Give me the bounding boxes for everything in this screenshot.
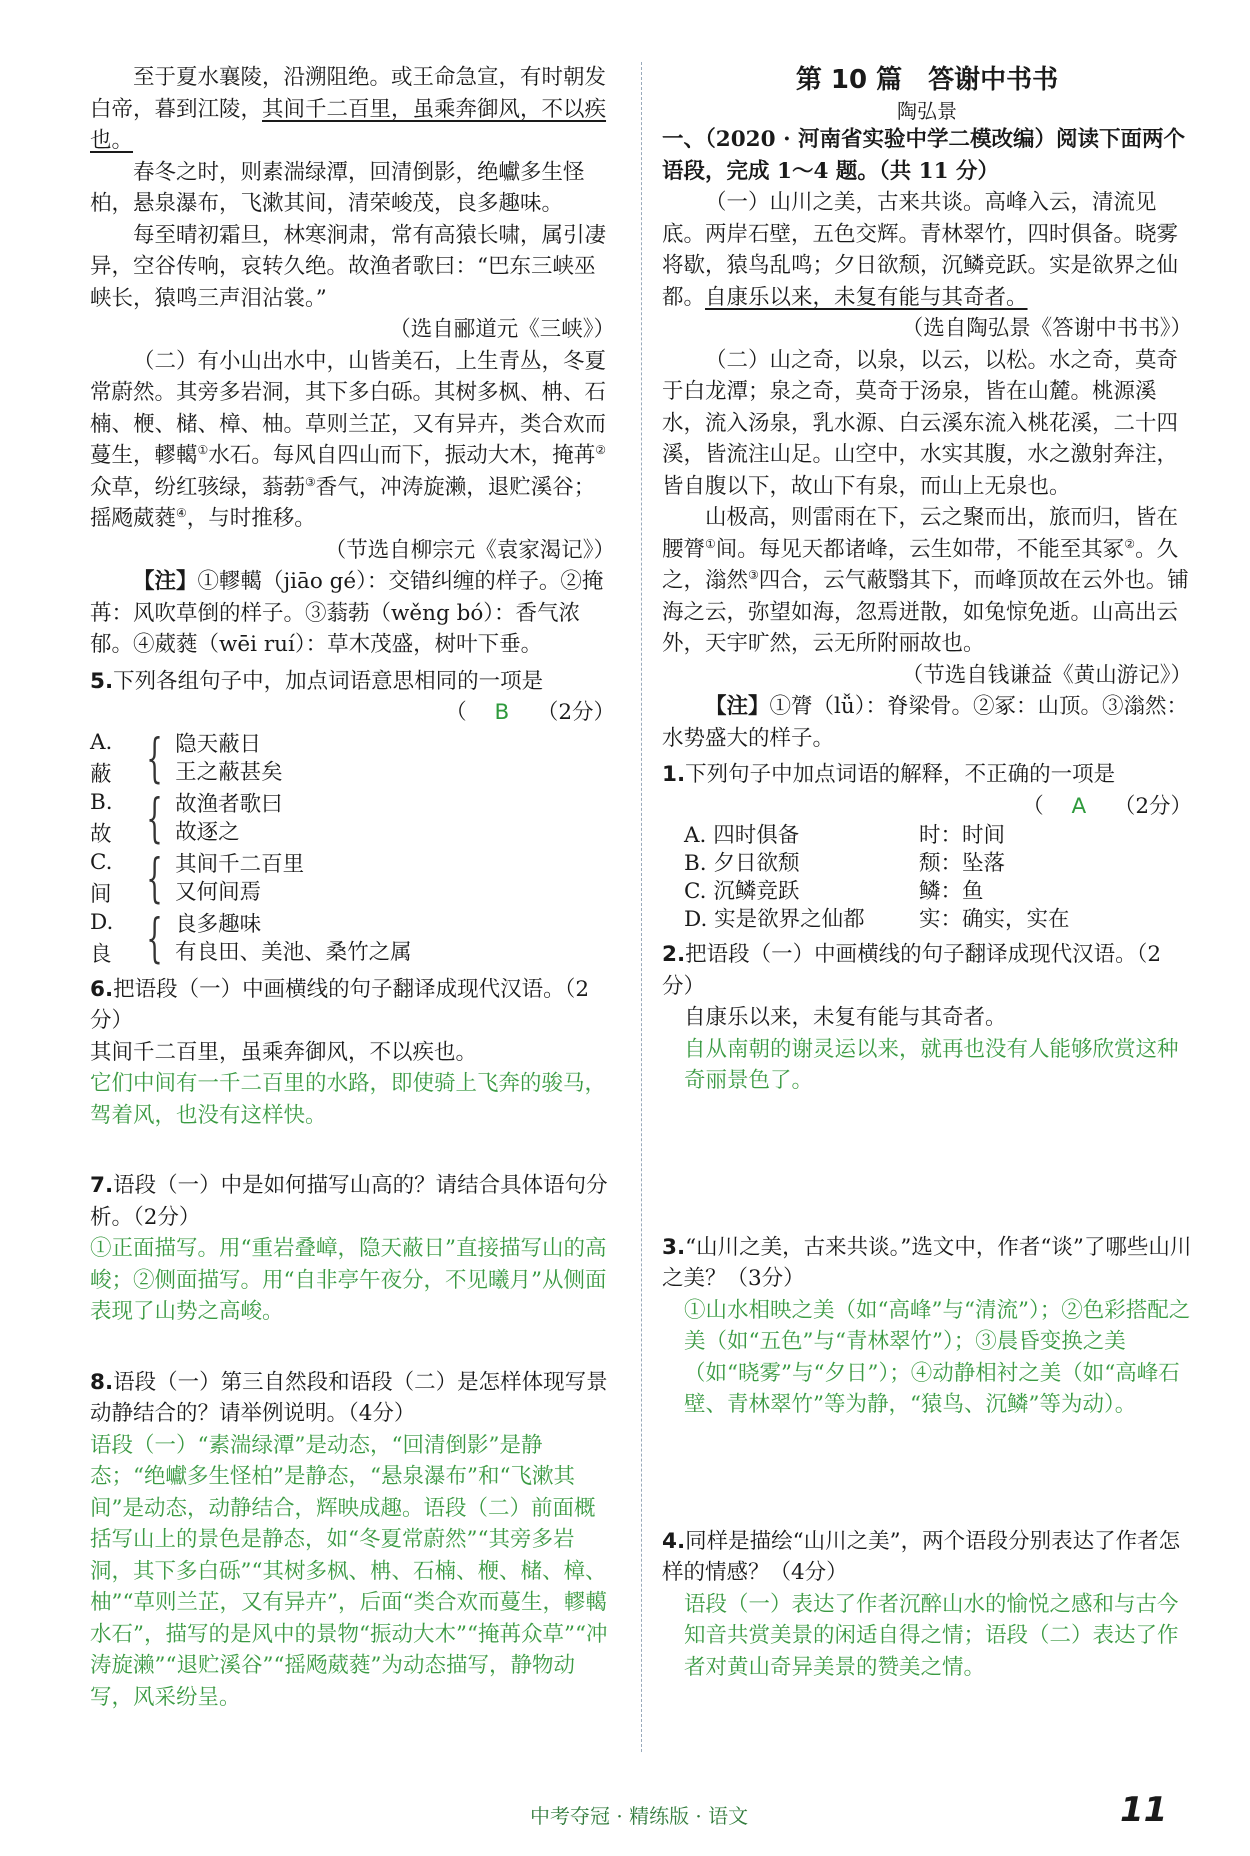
passage-source: （选自陶弘景《答谢中书书》） bbox=[901, 316, 1192, 341]
page-number: 11 bbox=[1120, 1790, 1168, 1830]
question-4: 4.同样是描绘“山川之美”，两个语段分别表达了作者怎样的情感？（4分） 语段（一）表达了作者沉醉山水的愉悦之感和与古今知音共赏美景的闲适自得之情；语段（二）表达了作者对黄山奇异美景的赞美之情。 bbox=[662, 1526, 1192, 1684]
option-a: A. 四时俱备 时：时间 bbox=[684, 823, 1006, 848]
passage-paragraph: （二）山之奇，以泉，以云，以松。水之奇，莫奇于白龙潭；泉之奇，莫奇于汤泉，皆在山麓。桃源溪水，流入汤泉，乳水源、白云溪东流入桃花溪，二十四溪，皆流注山足。山空中，水实其腹，水之激射奔注，皆自腹以下，故山下有泉，而山上无泉也。 bbox=[662, 347, 1179, 499]
answer-text: ①正面描写。用“重岩叠嶂，隐天蔽日”直接描写山的高峻；②侧面描写。用“自非亭午夜分，不见曦月”从侧面表现了山势之高峻。 bbox=[90, 1236, 607, 1324]
passage-paragraph: 每至晴初霜旦，林寒涧肃，常有高猿长啸，属引凄异，空谷传响，哀转久绝。故渔者歌曰：“巴东三峡巫峡长，猿鸣三声泪沾裳。” bbox=[90, 222, 607, 311]
answer-text: 它们中间有一千二百里的水路，即使骑上飞奔的骏马，驾着风，也没有这样快。 bbox=[90, 1071, 607, 1128]
answer-text: 自从南朝的谢灵运以来，就再也没有人能够欣赏这种奇丽景色了。 bbox=[684, 1036, 1179, 1093]
option-b: B. 故 { 故渔者歌曰 故逐之 bbox=[90, 788, 283, 849]
annotation-note: 【注】①膂（lǚ）：脊梁骨。②冢：山顶。③滃然：水势盛大的样子。 bbox=[662, 694, 1188, 751]
right-column bbox=[662, 62, 1192, 1683]
passage-paragraph: 春冬之时，则素湍绿潭，回清倒影，绝巘多生怪柏，悬泉瀑布，飞漱其间，清荣峻茂，良多趣味。 bbox=[90, 159, 585, 216]
left-column bbox=[90, 62, 615, 1713]
column-divider bbox=[641, 62, 642, 1752]
question-1: 1.下列句子中加点词语的解释，不正确的一项是 （ A （2分） A. 四时俱备 时：时间 B. 夕日欲颓 颓：坠落 C. 沉鳞竞跃 鳞：鱼 D. 实是欲界之仙都 实：确实，实在 bbox=[662, 762, 1192, 932]
question-2: 2.把语段（一）中画横线的句子翻译成现代汉语。（2分） 自康乐以来，未复有能与其奇者。 自从南朝的谢灵运以来，就再也没有人能够欣赏这种奇丽景色了。 bbox=[662, 939, 1192, 1097]
option-d: D. 良 { 良多趣味 有良田、美池、桑竹之属 bbox=[90, 908, 412, 969]
article-author: 陶弘景 bbox=[897, 99, 957, 123]
question-5: 5.下列各组句子中，加点词语意思相同的一项是 （ B （2分） A. 蔽 { 隐天蔽日 王之蔽甚矣 B. 故 { 故渔者歌曰 故逐之 C. 间 { 其间千二百里 又何间焉 D. 良 { 良多趣味 有良田、美池、桑竹之属 bbox=[90, 668, 615, 969]
answer-text: 语段（一）表达了作者沉醉山水的愉悦之感和与古今知音共赏美景的闲适自得之情；语段（二）表达了作者对黄山奇异美景的赞美之情。 bbox=[684, 1591, 1179, 1680]
option-c: C. 沉鳞竞跃 鳞：鱼 bbox=[684, 879, 984, 904]
passage-paragraph: 至于夏水襄陵，沿溯阻绝。或王命急宣，有时朝发白帝，暮到江陵，其间千二百里，虽乘奔御风，不以疾也。 bbox=[90, 65, 607, 153]
answer-letter: A bbox=[1071, 793, 1087, 819]
option-d: D. 实是欲界之仙都 实：确实，实在 bbox=[684, 907, 1070, 932]
passage-paragraph: （一）山川之美，古来共谈。高峰入云，清流见底。两岸石壁，五色交辉。青林翠竹，四时俱备。晓雾将歇，猿鸟乱鸣；夕日欲颓，沉鳞竞跃。实是欲界之仙都。自康乐以来，未复有能与其奇者。 bbox=[662, 190, 1179, 310]
passage-source: （节选自柳宗元《袁家渴记》） bbox=[324, 537, 615, 563]
book-title: 中考夺冠 · 精练版 · 语文 bbox=[530, 1804, 749, 1828]
section-intro: 一、（2020 · 河南省实验中学二模改编）阅读下面两个语段，完成 1～4 题。（共 11 分） bbox=[662, 127, 1186, 184]
answer-letter: B bbox=[494, 700, 510, 725]
question-sentence: 自康乐以来，未复有能与其奇者。 bbox=[684, 1005, 1007, 1030]
passage-source: （选自郦道元《三峡》） bbox=[389, 317, 615, 342]
option-c: C. 间 { 其间千二百里 又何间焉 bbox=[90, 848, 305, 909]
passage-paragraph: （二）有小山出水中，山皆美石，上生青丛，冬夏常蔚然。其旁多岩洞，其下多白砾。其树多枫、柟、石楠、楩、槠、樟、柚。草则兰芷，又有异卉，类合欢而蔓生，轇轕①水石。每风自四山而下，振动大木，掩苒②众草，纷红骇绿，蓊葧③香气，冲涛旋濑，退贮溪谷；摇飏葳蕤④，与时推移。 bbox=[90, 348, 607, 531]
question-7: 7.语段（一）中是如何描写山高的？请结合具体语句分析。（2分） ①正面描写。用“重岩叠嶂，隐天蔽日”直接描写山的高峻；②侧面描写。用“自非亭午夜分，不见曦月”从侧面表现了山势之高峻。 bbox=[90, 1170, 615, 1328]
question-sentence: 其间千二百里，虽乘奔御风，不以疾也。 bbox=[90, 1039, 478, 1065]
question-6: 6.把语段（一）中画横线的句子翻译成现代汉语。（2分） 其间千二百里，虽乘奔御风，不以疾也。 它们中间有一千二百里的水路，即使骑上飞奔的骏马，驾着风，也没有这样快。 bbox=[90, 974, 615, 1132]
passage-source: （节选自钱谦益《黄山游记》） bbox=[901, 662, 1192, 688]
passage-paragraph: 山极高，则雷雨在下，云之聚而出，旅而归，皆在腰膂①间。每见天都诸峰，云生如带，不能至其冢②。久之，滃然③四合，云气蔽翳其下，而峰顶故在云外也。铺海之云，弥望如海，忽焉迸散，如兔惊免逝。山高出云外，天宇旷然，云无所附丽故也。 bbox=[662, 505, 1189, 656]
question-3: 3.“山川之美，古来共谈。”选文中，作者“谈”了哪些山川之美？（3分） ①山水相映之美（如“高峰”与“清流”）；②色彩搭配之美（如“五色”与“青林翠竹”）；③晨昏变换之美（如“晓雾”与“夕日”）；④动静相衬之美（如“高峰石壁、青林翠竹”等为静，“猿鸟、沉鳞”等为动）。 bbox=[662, 1232, 1192, 1421]
option-a: A. 蔽 { 隐天蔽日 王之蔽甚矣 bbox=[90, 728, 283, 789]
option-b: B. 夕日欲颓 颓：坠落 bbox=[684, 851, 1006, 876]
question-8: 8.语段（一）第三自然段和语段（二）是怎样体现写景动静结合的？请举例说明。（4分） 语段（一）“素湍绿潭”是动态，“回清倒影”是静态；“绝巘多生怪柏”是静态，“悬泉瀑布”和“飞漱其间”是动态，动静结合，辉映成趣。语段（二）前面概括写山上的景色是静态，如“冬夏常蔚然”“其旁多岩洞，其下多白砾”“其树多枫、柟、石楠、楩、槠、樟、柚”“草则兰芷，又有异卉”，后面“类合欢而蔓生，轇轕水石”，描写的是风中的景物“振动大木”“掩苒众草”“冲涛旋濑”“退贮溪谷”“摇飏葳蕤”为动态描写，静物动写，风采纷呈。 bbox=[90, 1367, 615, 1714]
answer-text: 语段（一）“素湍绿潭”是动态，“回清倒影”是静态；“绝巘多生怪柏”是静态，“悬泉瀑布”和“飞漱其间”是动态，动静结合，辉映成趣。语段（二）前面概括写山上的景色是静态，如“冬夏常蔚然”“其旁多岩洞，其下多白砾”“其树多枫、柟、石楠、楩、槠、樟、柚”“草则兰芷，又有异卉”，后面“类合欢而蔓生，轇轕水石”，描写的是风中的景物“振动大木”“掩苒众草”“冲涛旋濑”“退贮溪谷”“摇飏葳蕤”为动态描写，静物动写，风采纷呈。 bbox=[90, 1432, 608, 1710]
answer-text: ①山水相映之美（如“高峰”与“清流”）；②色彩搭配之美（如“五色”与“青林翠竹”）；③晨昏变换之美（如“晓雾”与“夕日”）；④动静相衬之美（如“高峰石壁、青林翠竹”等为静，“猿鸟、沉鳞”等为动）。 bbox=[684, 1297, 1191, 1417]
annotation-note: 【注】①轇轕（jiāo gé）：交错纠缠的样子。②掩苒：风吹草倒的样子。③蓊葧（wěng bó）：香气浓郁。④葳蕤（wēi ruí）：草木茂盛，树叶下垂。 bbox=[90, 569, 604, 657]
article-title: 第 10 篇 答谢中书书 bbox=[795, 65, 1059, 95]
